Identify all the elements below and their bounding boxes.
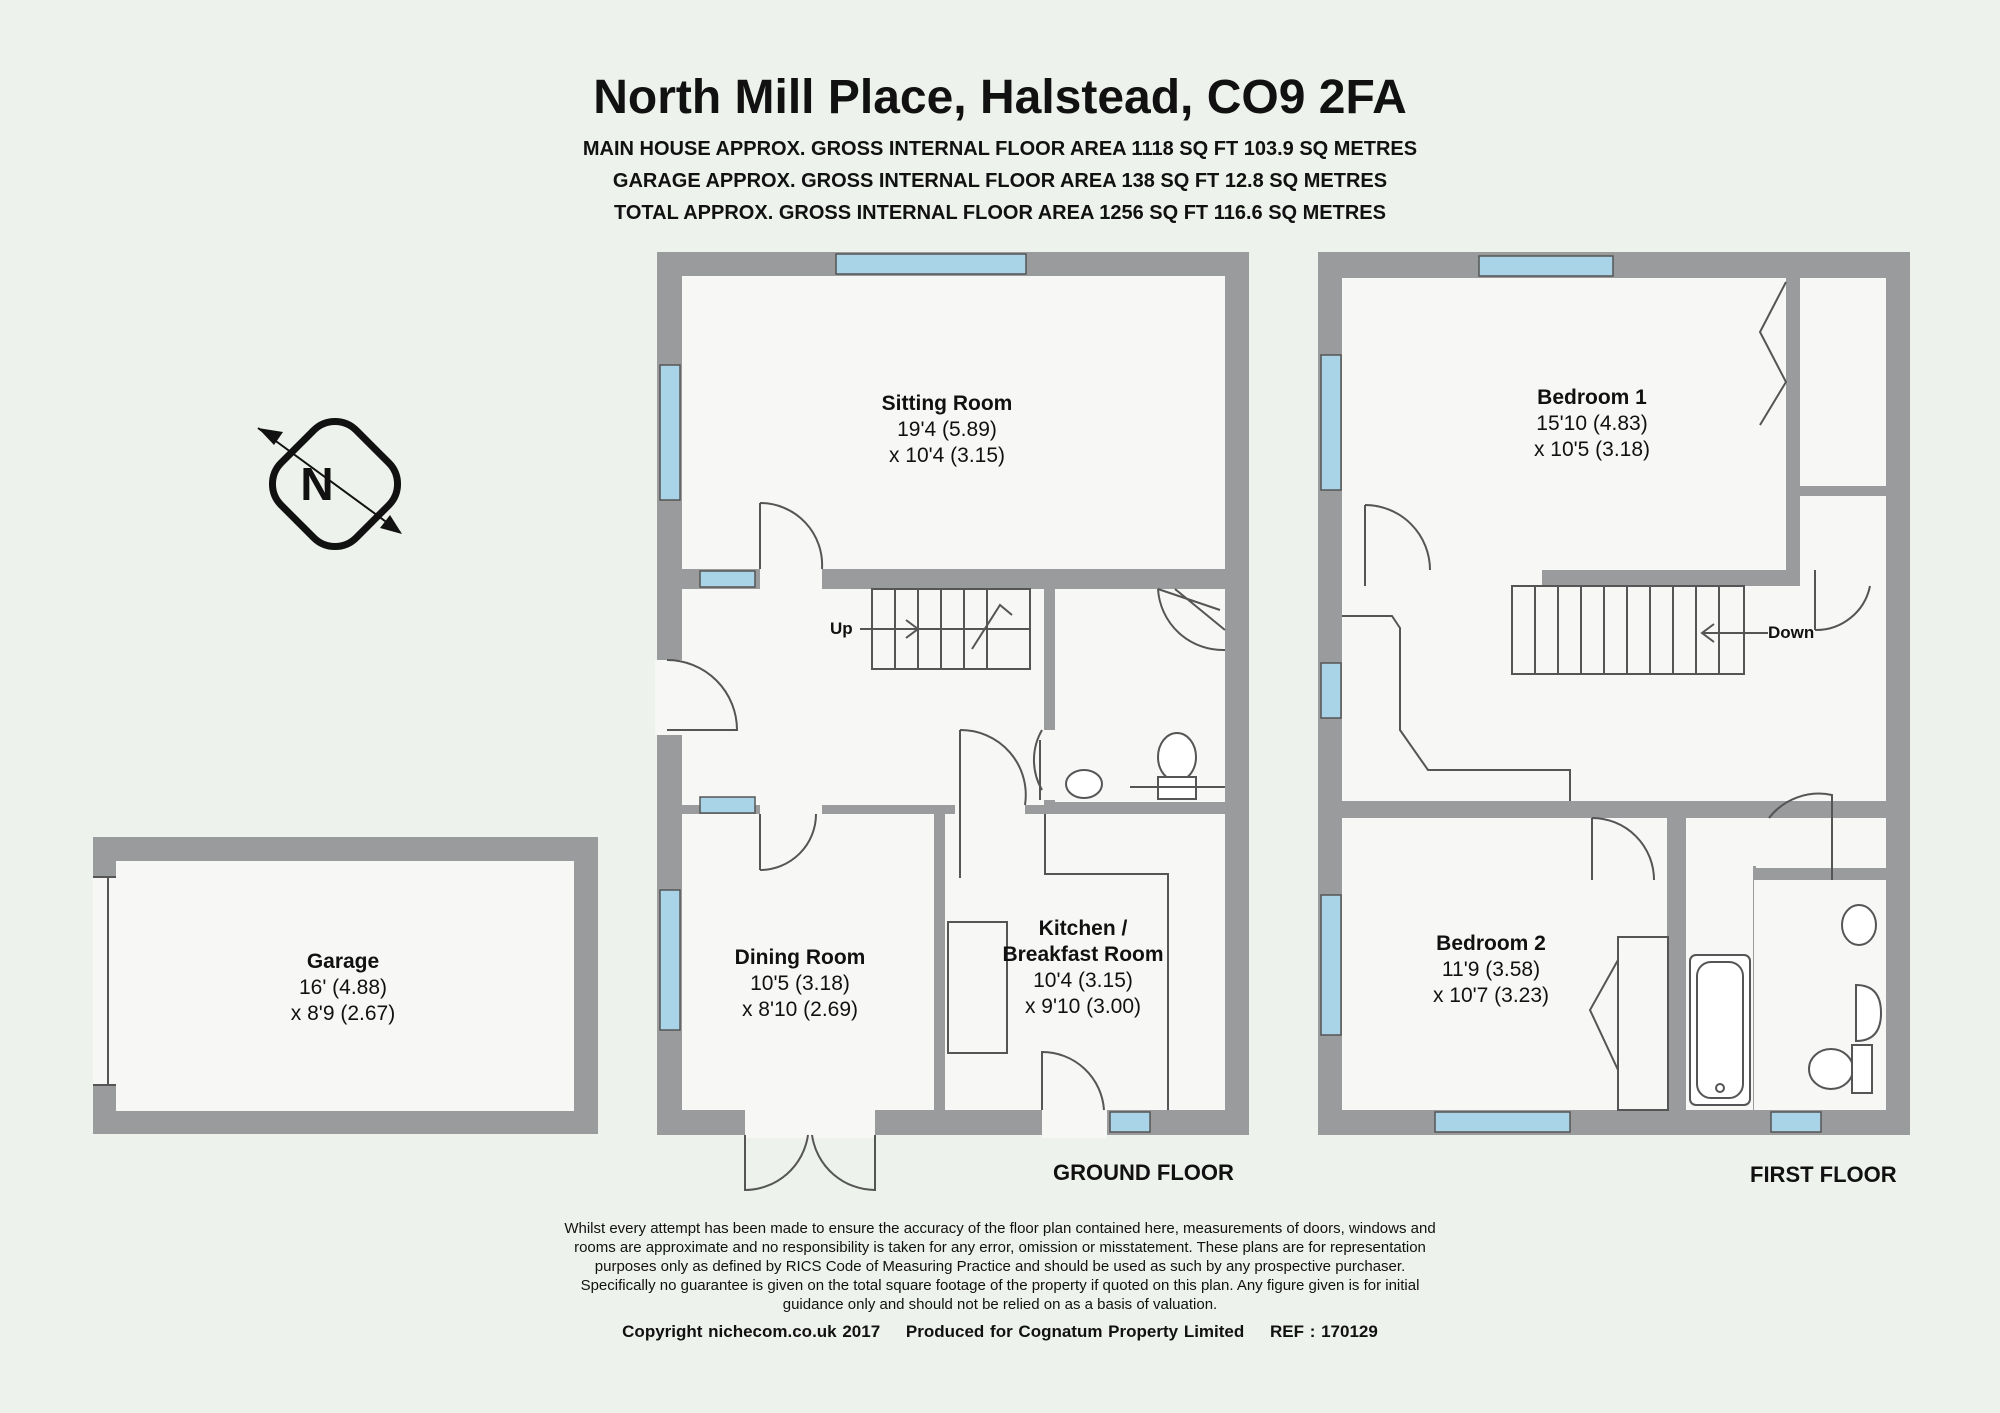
main-house-area: MAIN HOUSE APPROX. GROSS INTERNAL FLOOR AREA 1118 SQ FT 103.9 SQ METRES [582, 138, 1418, 160]
compass-letter: N [300, 458, 334, 510]
cupboard-area [1800, 496, 1886, 570]
garage-area: GARAGE APPROX. GROSS INTERNAL FLOOR AREA 138 SQ FT 12.8 SQ METRES [612, 170, 1388, 192]
bedroom-1-label: Bedroom 1 15'10 (4.83) x 10'5 (3.18) [1533, 386, 1651, 461]
bedroom-2-label: Bedroom 2 11'9 (3.58) x 10'7 (3.23) [1432, 932, 1550, 1007]
footer [0, 1322, 2000, 1342]
wardrobe-area [1800, 278, 1886, 486]
kitchen-label: Kitchen / Breakfast Room 10'4 (3.15) x 9'10 (3.00) [1002, 917, 1164, 1018]
stairs-up-label: Up [830, 619, 853, 638]
copyright-text: Copyright nichecom.co.uk 2017 [622, 1322, 881, 1341]
page-title: North Mill Place, Halstead, CO9 2FA [593, 71, 1407, 124]
garage-label: Garage 16' (4.88) x 8'9 (2.67) [290, 950, 396, 1025]
reference-text: REF : 170129 [1270, 1322, 1378, 1341]
total-area: TOTAL APPROX. GROSS INTERNAL FLOOR AREA 1256 SQ FT 116.6 SQ METRES [613, 202, 1386, 224]
compass-icon [258, 409, 410, 559]
landing-area [1342, 586, 1886, 801]
dining-room-label: Dining Room 10'5 (3.18) x 8'10 (2.69) [734, 946, 866, 1021]
stairs-down-label: Down [1768, 623, 1815, 642]
sitting-room-label: Sitting Room 19'4 (5.89) x 10'4 (3.15) [881, 392, 1013, 467]
disclaimer: Whilst every attempt has been made to ensure the accuracy of the floor plan contained here, measurements of doors, windows and rooms are approximate and no responsibility is taken for any error, omission or misstatement. These plans are for representation purposes only as defined by RICS Code of Measuring Practice and should be used as such by any prospective purchaser. Specifically no guarantee is given on the total square footage of the property if quoted on this plan. Any figure given is for initial guidance only and should not be relied on as a basis of valuation. [564, 1220, 1436, 1313]
first-floor-label: FIRST FLOOR [1750, 1162, 1897, 1187]
produced-for-text: Produced for Cognatum Property Limited [905, 1322, 1245, 1341]
ground-floor-label: GROUND FLOOR [1053, 1160, 1234, 1185]
